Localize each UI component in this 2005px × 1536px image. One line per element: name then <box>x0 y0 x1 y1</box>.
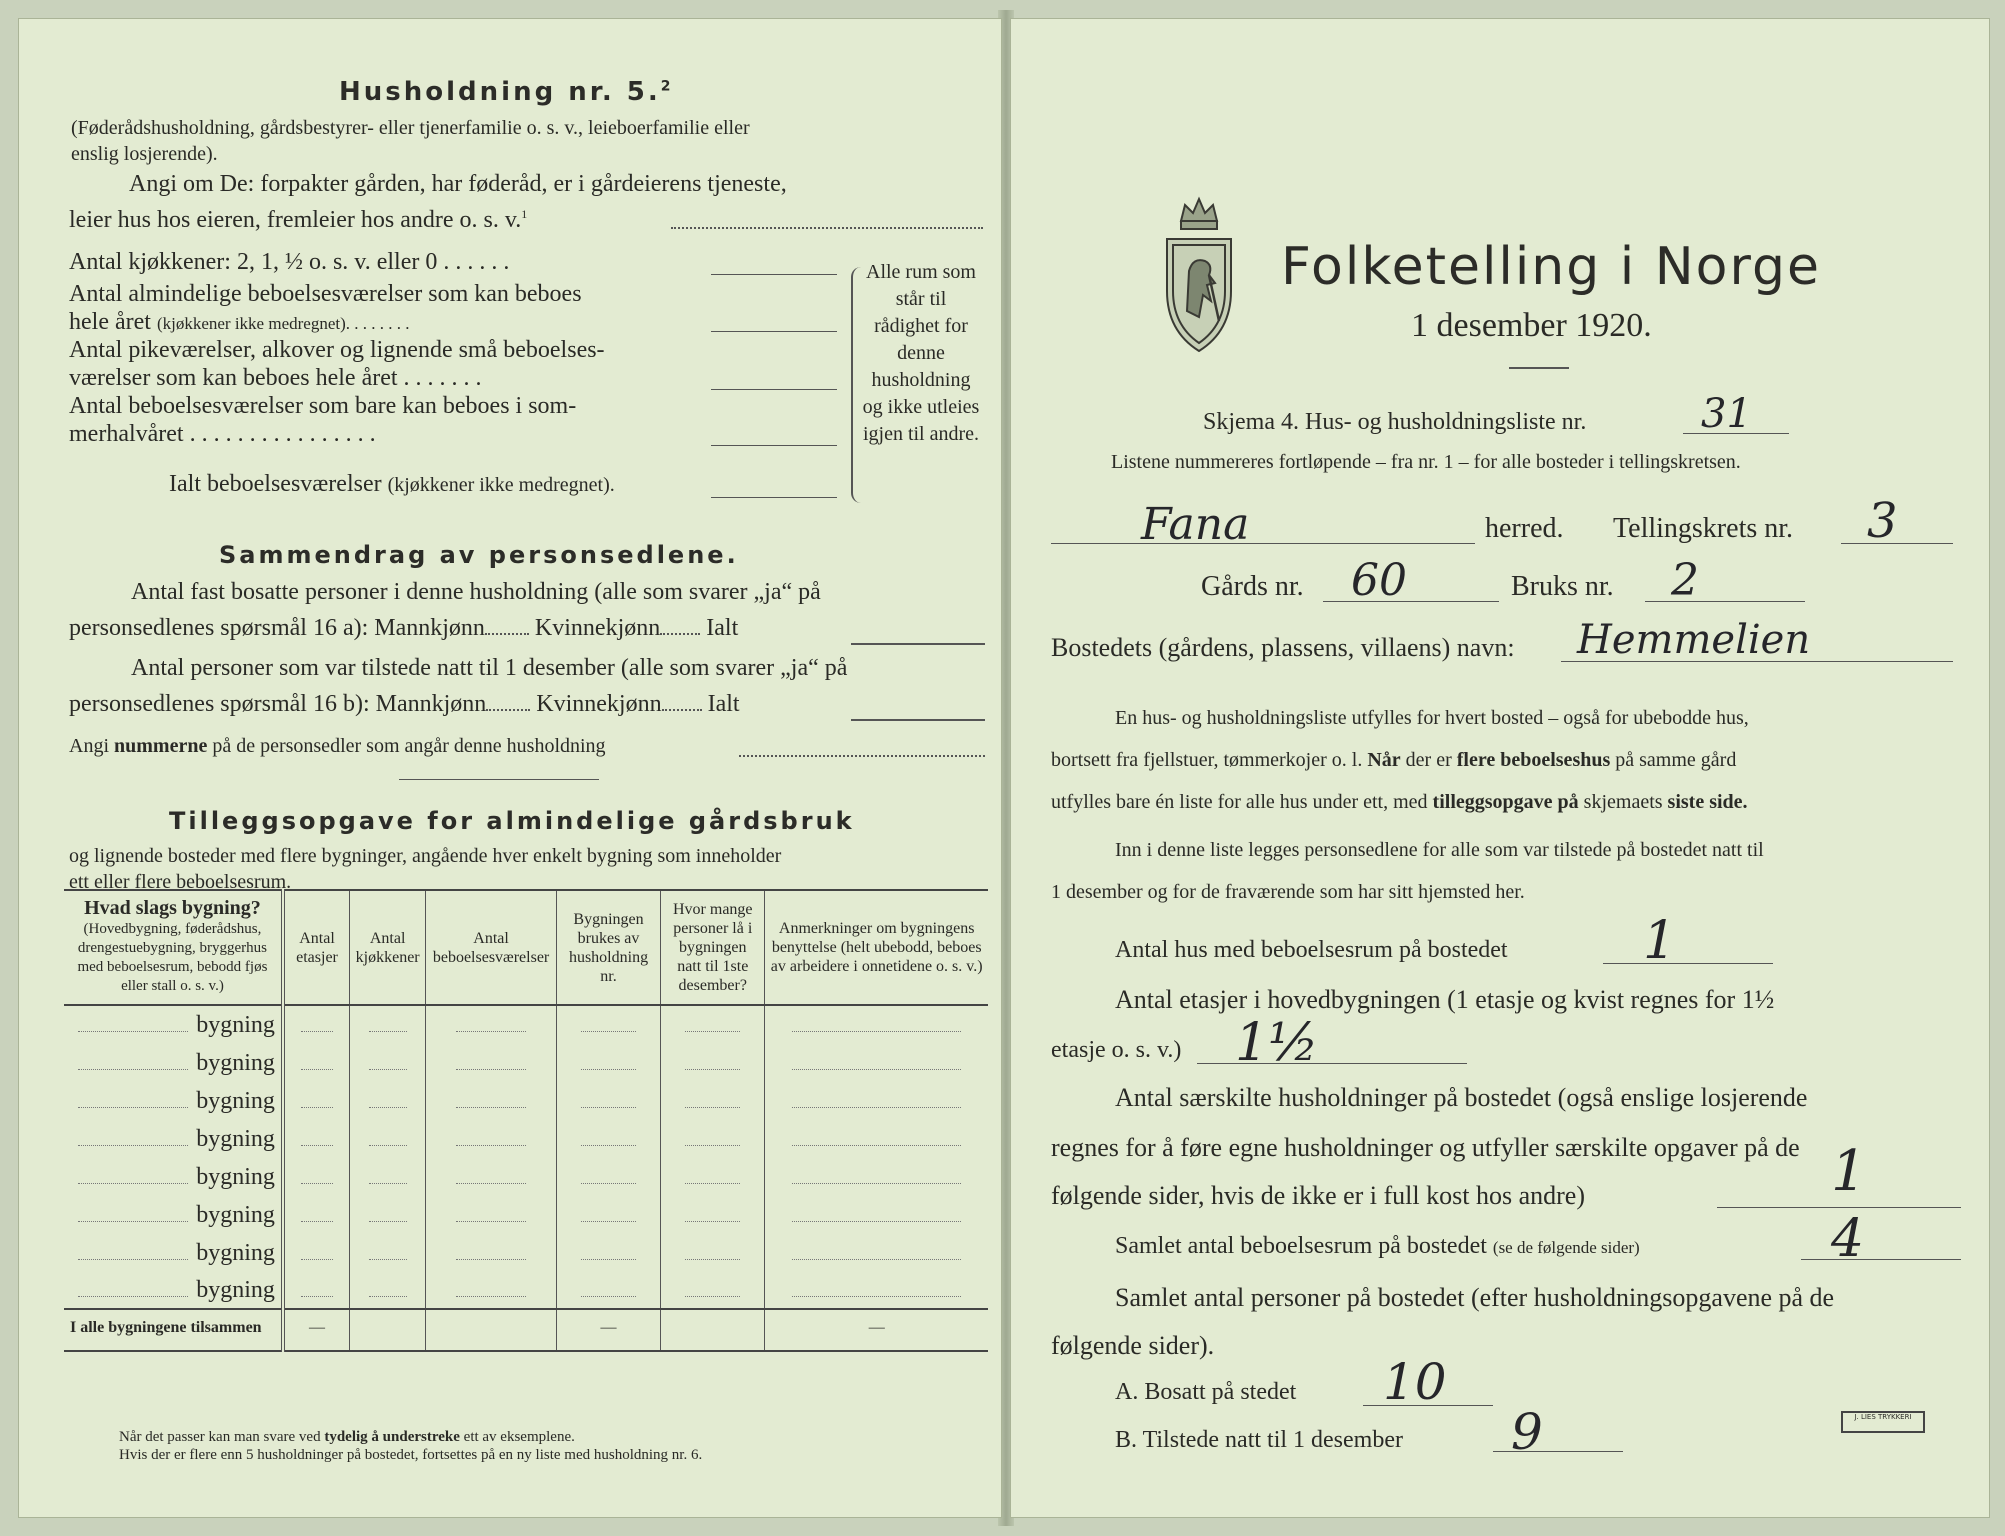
table-row <box>64 1233 988 1271</box>
table-total-row <box>64 1309 988 1351</box>
angi-line-2 <box>69 207 527 234</box>
row-kind-blank[interactable] <box>78 1295 188 1297</box>
info-line-2-pre: bortsett fra fjellstuer, tømmerkojer o. l. <box>1051 749 1368 771</box>
cell-blank <box>792 1220 961 1222</box>
row-kind-blank[interactable] <box>78 1068 188 1070</box>
cell-blank <box>685 1144 740 1146</box>
footnote-1-pre: Når det passer kan man svare ved <box>119 1429 325 1445</box>
cell-anm[interactable] <box>765 1233 988 1271</box>
row-kind-blank[interactable] <box>78 1258 188 1260</box>
cell-etasjer[interactable] <box>283 1081 350 1119</box>
left-page <box>18 18 1002 1518</box>
pike-line-2: værelser som kan beboes hele året . . . . . . . <box>69 365 482 391</box>
tillegg-line-1: og lignende bosteder med flere bygninger, angående hver enkelt bygning som inneholder <box>69 845 782 867</box>
cell-brukes[interactable] <box>556 1005 660 1043</box>
saer-answer-line[interactable] <box>1717 1207 1961 1208</box>
row-label <box>64 1233 283 1271</box>
total-anm-dash: — <box>765 1309 988 1351</box>
cell-blank <box>685 1182 740 1184</box>
cell-blank <box>792 1258 961 1260</box>
fast-ialt-label: Ialt <box>706 615 739 641</box>
etasjer-line-2: etasje o. s. v.) <box>1051 1037 1182 1063</box>
saer-line-1: Antal særskilte husholdninger på bostedet (også enslige losjerende <box>1115 1083 1808 1112</box>
tilstede-kvinne-label: Kvinnekjønn <box>536 691 662 717</box>
tilstede-mann-label: personsedlenes spørsmål 16 b): Mannkjønn <box>69 691 487 717</box>
printer-stamp: J. LIES TRYKKERI <box>1841 1411 1925 1433</box>
cell-blank <box>369 1295 407 1297</box>
cell-blank <box>581 1220 636 1222</box>
building-table-header <box>64 890 988 1005</box>
total-brukes-dash: — <box>556 1309 660 1351</box>
tillegg-line-2: ett eller flere beboelsesrum. <box>69 871 292 893</box>
cell-blank <box>369 1068 407 1070</box>
col-brukes: Bygningen brukes av husholdning nr. <box>556 890 660 1005</box>
fast-line-1: Antal fast bosatte personer i denne husholdning (alle som svarer „ja“ på <box>131 579 821 605</box>
cell-personer[interactable] <box>661 1233 765 1271</box>
cell-blank <box>456 1106 527 1108</box>
ialt-rooms <box>169 471 615 498</box>
cell-etasjer[interactable] <box>283 1195 350 1233</box>
tellingskrets-value[interactable]: 3 <box>1867 493 1898 549</box>
cell-blank <box>301 1220 332 1222</box>
tillegg-title: Tilleggsopgave for almindelige gårdsbruk <box>169 807 855 835</box>
cell-brukes[interactable] <box>556 1233 660 1271</box>
cell-anm[interactable] <box>765 1157 988 1195</box>
cell-vaerelser[interactable] <box>426 1195 557 1233</box>
cell-vaerelser[interactable] <box>426 1157 557 1195</box>
info-line-2-bold-2: flere beboelseshus <box>1456 749 1611 771</box>
fast-mann-blank[interactable] <box>485 633 529 635</box>
nummerne-line <box>69 735 606 758</box>
col-kind-note: (Hovedbygning, føderådshus, drengestuebygning, bryggerhus med beboelsesrum, bebodd fjøs eller stall o. s. v.) <box>77 921 268 994</box>
bruks-label: Bruks nr. <box>1511 571 1614 602</box>
cell-etasjer[interactable] <box>283 1157 350 1195</box>
cell-anm[interactable] <box>765 1271 988 1309</box>
cell-kjokkener[interactable] <box>350 1043 426 1081</box>
table-row <box>64 1271 988 1309</box>
row-kind-blank[interactable] <box>78 1144 188 1146</box>
col-kind-title: Hvad slags bygning? <box>84 897 261 919</box>
household-title <box>339 77 674 107</box>
total-etasjer-dash: — <box>283 1309 350 1351</box>
cell-etasjer[interactable] <box>283 1271 350 1309</box>
cell-blank <box>581 1144 636 1146</box>
footnote-2: Hvis der er flere enn 5 husholdninger på bostedet, fortsettes på en ny liste med husholdning nr. 6. <box>119 1447 703 1463</box>
row-label <box>64 1195 283 1233</box>
norway-coat-of-arms-icon <box>1159 191 1239 361</box>
info-line-3-bold-1: tilleggsopgave på <box>1432 791 1579 813</box>
cell-blank <box>792 1068 961 1070</box>
bruks-answer-line[interactable] <box>1645 601 1805 602</box>
cell-vaerelser[interactable] <box>426 1119 557 1157</box>
pike-line-1: Antal pikeværelser, alkover og lignende små beboelses- <box>69 337 605 363</box>
row-kind-blank[interactable] <box>78 1220 188 1222</box>
herred-label: herred. <box>1485 513 1564 544</box>
cell-blank <box>301 1068 332 1070</box>
cell-vaerelser[interactable] <box>426 1233 557 1271</box>
cell-kjokkener[interactable] <box>350 1195 426 1233</box>
cell-blank <box>581 1030 636 1032</box>
cell-blank <box>301 1106 332 1108</box>
alm-line-1: Antal almindelige beboelsesværelser som kan beboes <box>69 281 582 307</box>
building-table <box>64 889 988 1352</box>
cell-anm[interactable] <box>765 1005 988 1043</box>
cell-blank <box>581 1295 636 1297</box>
col-kjokkener: Antal kjøkkener <box>350 890 426 1005</box>
row-label <box>64 1119 283 1157</box>
table-row <box>64 1005 988 1043</box>
row-label-text: bygning <box>196 1050 275 1076</box>
angi-answer-line[interactable] <box>671 227 983 229</box>
cell-blank <box>581 1182 636 1184</box>
cell-vaerelser[interactable] <box>426 1043 557 1081</box>
footnote-1 <box>119 1429 575 1446</box>
cell-blank <box>456 1030 527 1032</box>
cell-blank <box>301 1295 332 1297</box>
pike-answer-line[interactable] <box>711 389 837 390</box>
info-line-2-post: på samme gård <box>1610 749 1737 771</box>
cell-blank <box>792 1182 961 1184</box>
intro-note-2: enslig losjerende). <box>71 143 218 165</box>
info-line-2-mid: der er <box>1400 749 1457 771</box>
cell-blank <box>369 1182 407 1184</box>
row-label-text: bygning <box>196 1277 275 1303</box>
samlet-rum-answer-line[interactable] <box>1801 1259 1961 1260</box>
cell-anm[interactable] <box>765 1119 988 1157</box>
row-kind-blank[interactable] <box>78 1182 188 1184</box>
cell-blank <box>456 1182 527 1184</box>
alm-line-2 <box>69 309 410 336</box>
cell-blank <box>581 1106 636 1108</box>
tellingskrets-label: Tellingskrets nr. <box>1613 513 1794 544</box>
footnote-1-post: ett av eksemplene. <box>459 1429 575 1445</box>
cell-etasjer[interactable] <box>283 1233 350 1271</box>
kjokkener-label: Antal kjøkkener: 2, 1, ½ o. s. v. eller 0 . . . . . . <box>69 249 510 275</box>
cell-personer[interactable] <box>661 1157 765 1195</box>
sommer-line-2: merhalvåret . . . . . . . . . . . . . . . . <box>69 421 376 447</box>
tilstede-label: B. Tilstede natt til 1 desember <box>1115 1427 1403 1453</box>
total-personer[interactable] <box>661 1309 765 1351</box>
info-line-3 <box>1051 791 1748 814</box>
cell-blank <box>685 1030 740 1032</box>
saer-line-2: regnes for å føre egne husholdninger og utfyller særskilte opgaver på de <box>1051 1133 1800 1162</box>
angi-line-2-text: leier hus hos eieren, fremleier hos andre o. s. v. <box>69 207 522 233</box>
cell-blank <box>792 1106 961 1108</box>
etasjer-line-1: Antal etasjer i hovedbygningen (1 etasje og kvist regnes for 1½ <box>1115 985 1775 1014</box>
alm-line-2-note: (kjøkkener ikke medregnet). . . . . . . . <box>156 314 410 333</box>
row-label-text: bygning <box>196 1164 275 1190</box>
hus-label: Antal hus med beboelsesrum på bostedet <box>1115 937 1508 963</box>
row-label-text: bygning <box>196 1126 275 1152</box>
info-line-4: Inn i denne liste legges personsedlene for alle som var tilstede på bostedet natt til <box>1115 839 1764 861</box>
cell-personer[interactable] <box>661 1195 765 1233</box>
tilstede-ialt-line[interactable] <box>851 719 985 721</box>
table-row <box>64 1043 988 1081</box>
cell-vaerelser[interactable] <box>426 1271 557 1309</box>
row-kind-blank[interactable] <box>78 1030 188 1032</box>
cell-blank <box>301 1258 332 1260</box>
row-label <box>64 1081 283 1119</box>
fast-kvinne-label: Kvinnekjønn <box>534 615 661 641</box>
total-kjokkener[interactable] <box>350 1309 426 1351</box>
info-line-3-bold-2: siste side. <box>1667 791 1748 813</box>
cell-blank <box>369 1106 407 1108</box>
footnote-1-bold: tydelig å understreke <box>324 1429 460 1445</box>
samlet-rum-line <box>1115 1233 1640 1260</box>
cell-brukes[interactable] <box>556 1195 660 1233</box>
sommer-line-1: Antal beboelsesværelser som bare kan beboes i som- <box>69 393 577 419</box>
samlet-rum-label: Samlet antal beboelsesrum på bostedet <box>1115 1233 1487 1259</box>
cell-blank <box>685 1106 740 1108</box>
cell-blank <box>685 1220 740 1222</box>
tilstede-ialt-label: Ialt <box>707 691 740 717</box>
gards-value[interactable]: 60 <box>1351 555 1407 606</box>
cell-blank <box>792 1295 961 1297</box>
sammendrag-title: Sammendrag av personsedlene. <box>219 541 739 569</box>
cell-blank <box>581 1068 636 1070</box>
row-label-text: bygning <box>196 1240 275 1266</box>
tilstede-line-1: Antal personer som var tilstede natt til 1 desember (alle som svarer „ja“ på <box>131 655 848 681</box>
cell-etasjer[interactable] <box>283 1005 350 1043</box>
cell-blank <box>456 1220 527 1222</box>
cell-blank <box>792 1144 961 1146</box>
cell-kjokkener[interactable] <box>350 1271 426 1309</box>
kjokkener-answer-line[interactable] <box>711 274 837 275</box>
cell-brukes[interactable] <box>556 1043 660 1081</box>
row-label <box>64 1157 283 1195</box>
skjema-label: Skjema 4. Hus- og husholdningsliste nr. <box>1203 409 1587 435</box>
col-vaerelser: Antal beboelsesværelser <box>426 890 557 1005</box>
bosted-value[interactable]: Hemmelien <box>1577 617 1811 663</box>
right-page <box>1010 18 1990 1518</box>
cell-personer[interactable] <box>661 1271 765 1309</box>
row-label <box>64 1271 283 1309</box>
cell-personer[interactable] <box>661 1043 765 1081</box>
cell-brukes[interactable] <box>556 1271 660 1309</box>
row-label-text: bygning <box>196 1088 275 1114</box>
cell-blank <box>369 1220 407 1222</box>
row-label-text: bygning <box>196 1202 275 1228</box>
samlet-rum-value[interactable]: 4 <box>1831 1209 1865 1269</box>
sommer-answer-line[interactable] <box>711 445 837 446</box>
total-vaerelser[interactable] <box>426 1309 557 1351</box>
col-etasjer: Antal etasjer <box>283 890 350 1005</box>
tilstede-value[interactable]: 9 <box>1511 1403 1543 1461</box>
saer-line-3: følgende sider, hvis de ikke er i full kost hos andre) <box>1051 1181 1585 1210</box>
listene-note: Listene nummereres fortløpende – fra nr. 1 – for alle bosteder i tellingskretsen. <box>1111 451 1741 473</box>
cell-anm[interactable] <box>765 1195 988 1233</box>
gards-label: Gårds nr. <box>1201 571 1304 602</box>
cell-kjokkener[interactable] <box>350 1081 426 1119</box>
fast-ialt-line[interactable] <box>851 643 985 645</box>
cell-etasjer[interactable] <box>283 1119 350 1157</box>
tilstede-kvinne-blank[interactable] <box>662 709 702 711</box>
ialt-rooms-answer-line[interactable] <box>711 497 837 498</box>
info-line-5: 1 desember og for de fraværende som har sitt hjemsted her. <box>1051 881 1525 903</box>
household-title-text: Husholdning nr. 5. <box>339 77 661 107</box>
cell-blank <box>301 1144 332 1146</box>
fast-kvinne-blank[interactable] <box>660 633 700 635</box>
cell-kjokkener[interactable] <box>350 1005 426 1043</box>
bosatt-value[interactable]: 10 <box>1383 1353 1447 1411</box>
cell-blank <box>369 1144 407 1146</box>
hus-value[interactable]: 1 <box>1643 911 1677 971</box>
herred-value[interactable]: Fana <box>1141 499 1250 550</box>
col-kind <box>64 890 283 1005</box>
cell-blank <box>456 1144 527 1146</box>
bruks-value[interactable]: 2 <box>1671 555 1699 606</box>
side-note: Alle rum som står til rådighet for denne husholdning og ikke utleies igjen til andre. <box>862 261 980 445</box>
table-row <box>64 1157 988 1195</box>
cell-anm[interactable] <box>765 1081 988 1119</box>
section-divider <box>399 779 599 780</box>
cell-blank <box>369 1030 407 1032</box>
cell-vaerelser[interactable] <box>426 1081 557 1119</box>
samlet-pers-line-1: Samlet antal personer på bostedet (efter husholdningsopgavene på de <box>1115 1283 1835 1312</box>
cell-brukes[interactable] <box>556 1081 660 1119</box>
fast-mann-label: personsedlenes spørsmål 16 a): Mannkjønn <box>69 615 485 641</box>
info-line-2-bold-1: Når <box>1367 749 1401 771</box>
cell-blank <box>456 1295 527 1297</box>
angi-line-1: Angi om De: forpakter gården, har føderåd, er i gårdeierens tjeneste, <box>129 171 787 197</box>
cell-blank <box>581 1258 636 1260</box>
cell-blank <box>369 1258 407 1260</box>
census-title: Folketelling i Norge <box>1281 237 1821 297</box>
row-label-text: bygning <box>196 1012 275 1038</box>
samlet-rum-note: (se de følgende sider) <box>1492 1238 1640 1257</box>
cell-blank <box>301 1182 332 1184</box>
herred-answer-line[interactable] <box>1051 543 1475 544</box>
cell-brukes[interactable] <box>556 1119 660 1157</box>
cell-blank <box>685 1068 740 1070</box>
hus-answer-line[interactable] <box>1603 963 1773 964</box>
saer-value[interactable]: 1 <box>1831 1139 1867 1204</box>
alm-line-2-text: hele året <box>69 309 151 335</box>
cell-blank <box>685 1295 740 1297</box>
angi-sup: 1 <box>521 207 528 221</box>
table-row <box>64 1195 988 1233</box>
samlet-pers-line-2: følgende sider). <box>1051 1331 1215 1360</box>
bosted-label: Bostedets (gårdens, plassens, villaens) navn: <box>1051 633 1515 662</box>
cell-kjokkener[interactable] <box>350 1233 426 1271</box>
cell-vaerelser[interactable] <box>426 1005 557 1043</box>
cell-personer[interactable] <box>661 1005 765 1043</box>
cell-blank <box>456 1258 527 1260</box>
info-line-3-pre: utfylles bare én liste for alle hus under ett, med <box>1051 791 1433 813</box>
cell-blank <box>792 1030 961 1032</box>
cell-blank <box>301 1030 332 1032</box>
fast-line-2 <box>69 615 738 642</box>
table-row <box>64 1081 988 1119</box>
row-kind-blank[interactable] <box>78 1106 188 1108</box>
col-anmerkninger: Anmerkninger om bygningens benyttelse (helt ubebodd, beboes av arbeidere i onnetidene o. s. v.) <box>765 890 988 1005</box>
table-row <box>64 1119 988 1157</box>
row-label <box>64 1005 283 1043</box>
info-line-2 <box>1051 749 1736 772</box>
col-personer: Hvor mange personer lå i bygningen natt til 1ste desember? <box>661 890 765 1005</box>
tilstede-line-2 <box>69 691 740 718</box>
row-label <box>64 1043 283 1081</box>
cell-blank <box>685 1258 740 1260</box>
cell-personer[interactable] <box>661 1119 765 1157</box>
household-title-sup: 2 <box>660 78 674 95</box>
cell-brukes[interactable] <box>556 1157 660 1195</box>
nummerne-pre: Angi <box>69 735 114 757</box>
cell-personer[interactable] <box>661 1081 765 1119</box>
nummerne-answer-line[interactable] <box>739 755 985 757</box>
tilstede-mann-blank[interactable] <box>486 709 530 711</box>
cell-kjokkener[interactable] <box>350 1119 426 1157</box>
title-divider <box>1509 367 1569 369</box>
cell-blank <box>456 1068 527 1070</box>
total-label: I alle bygningene tilsammen <box>64 1309 283 1351</box>
cell-anm[interactable] <box>765 1043 988 1081</box>
gards-answer-line[interactable] <box>1323 601 1499 602</box>
nummerne-bold: nummerne <box>114 735 208 757</box>
alm-answer-line[interactable] <box>711 331 837 332</box>
etasjer-value[interactable]: 1½ <box>1235 1013 1319 1073</box>
cell-etasjer[interactable] <box>283 1043 350 1081</box>
cell-kjokkener[interactable] <box>350 1157 426 1195</box>
nummerne-post: på de personsedler som angår denne husholdning <box>207 735 606 757</box>
info-line-1: En hus- og husholdningsliste utfylles for hvert bosted – også for ubebodde hus, <box>1115 707 1749 729</box>
census-date: 1 desember 1920. <box>1411 307 1652 344</box>
intro-note: (Føderådshusholdning, gårdsbestyrer- eller tjenerfamilie o. s. v., leieboerfamilie eller <box>71 117 750 139</box>
skjema-value[interactable]: 31 <box>1701 391 1752 437</box>
ialt-rooms-note: (kjøkkener ikke medregnet). <box>387 474 615 496</box>
bosatt-label: A. Bosatt på stedet <box>1115 1379 1297 1405</box>
info-line-3-mid: skjemaets <box>1578 791 1668 813</box>
ialt-rooms-label: Ialt beboelsesværelser <box>169 471 382 497</box>
